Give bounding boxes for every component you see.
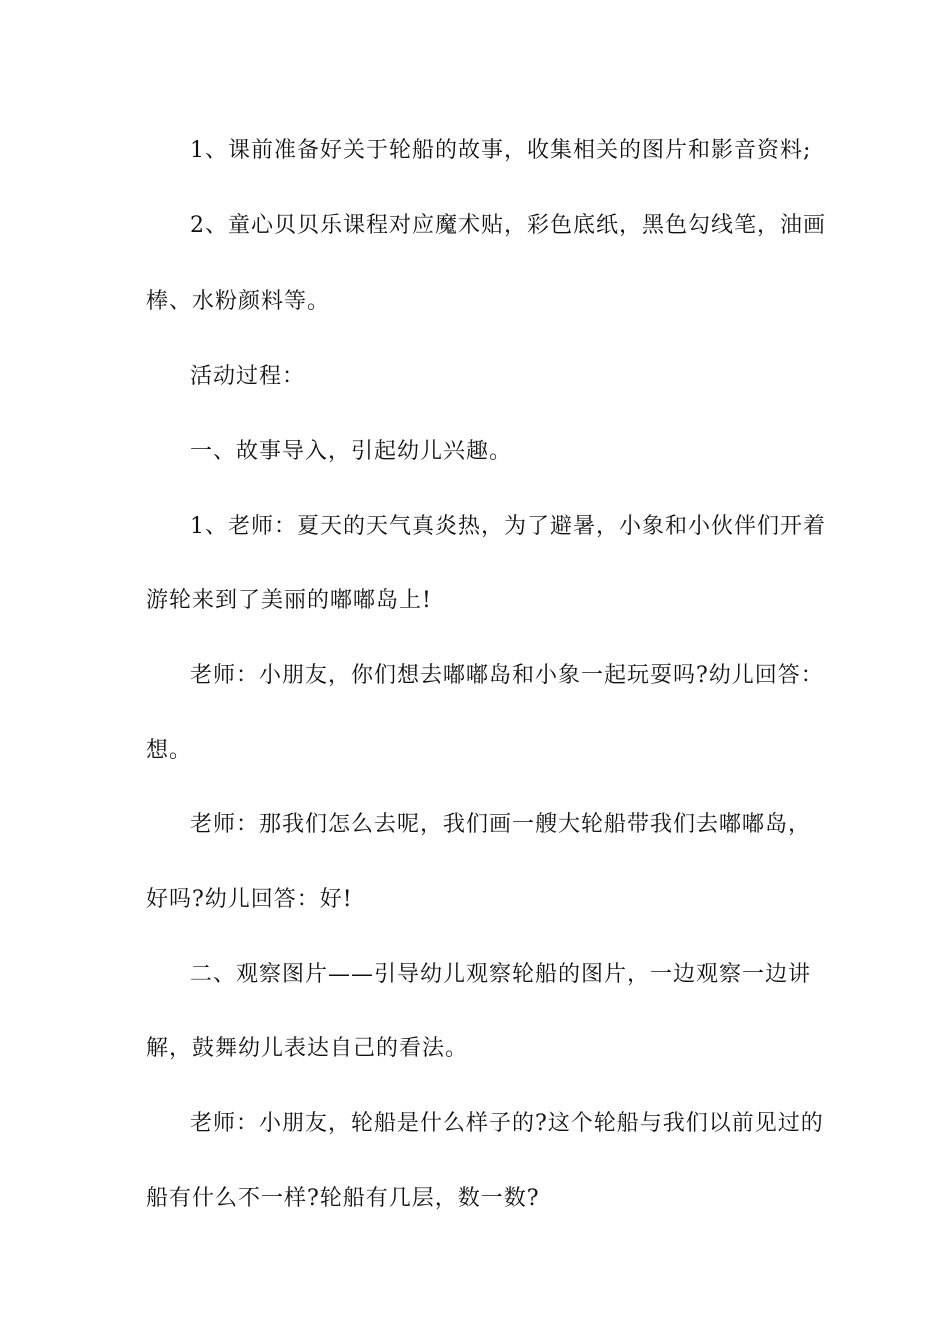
paragraph-line: 一、故事导入，引起幼儿兴趣。: [190, 439, 513, 464]
paragraph-line: 1、老师：夏天的天气真炎热，为了避暑，小象和小伙伴们开着: [190, 514, 826, 539]
paragraph-line: 二、观察图片——引导幼儿观察轮船的图片，一边观察一边讲: [190, 962, 812, 987]
paragraph-line: 解，鼓舞幼儿表达自己的看法。: [146, 1036, 469, 1061]
paragraph-line: 想。: [146, 738, 193, 763]
paragraph-line: 老师：那我们怎么去呢，我们画一艘大轮船带我们去嘟嘟岛，: [190, 812, 812, 837]
paragraph-line: 游轮来到了美丽的嘟嘟岛上!: [146, 588, 432, 613]
paragraph-line: 船有什么不一样?轮船有几层，数一数?: [146, 1186, 540, 1211]
paragraph-line: 老师：小朋友，轮船是什么样子的?这个轮船与我们以前见过的: [190, 1111, 824, 1136]
paragraph-line: 棒、水粉颜料等。: [146, 289, 331, 314]
paragraph-line: 老师：小朋友，你们想去嘟嘟岛和小象一起玩耍吗?幼儿回答：: [190, 663, 824, 688]
paragraph-line: 活动过程：: [190, 364, 306, 389]
paragraph-line: 2、童心贝贝乐课程对应魔术贴，彩色底纸，黑色勾线笔，油画: [190, 213, 826, 238]
paragraph-line: 1、课前准备好关于轮船的故事，收集相关的图片和影音资料;: [190, 138, 812, 163]
paragraph-line: 好吗?幼儿回答：好!: [146, 887, 353, 912]
